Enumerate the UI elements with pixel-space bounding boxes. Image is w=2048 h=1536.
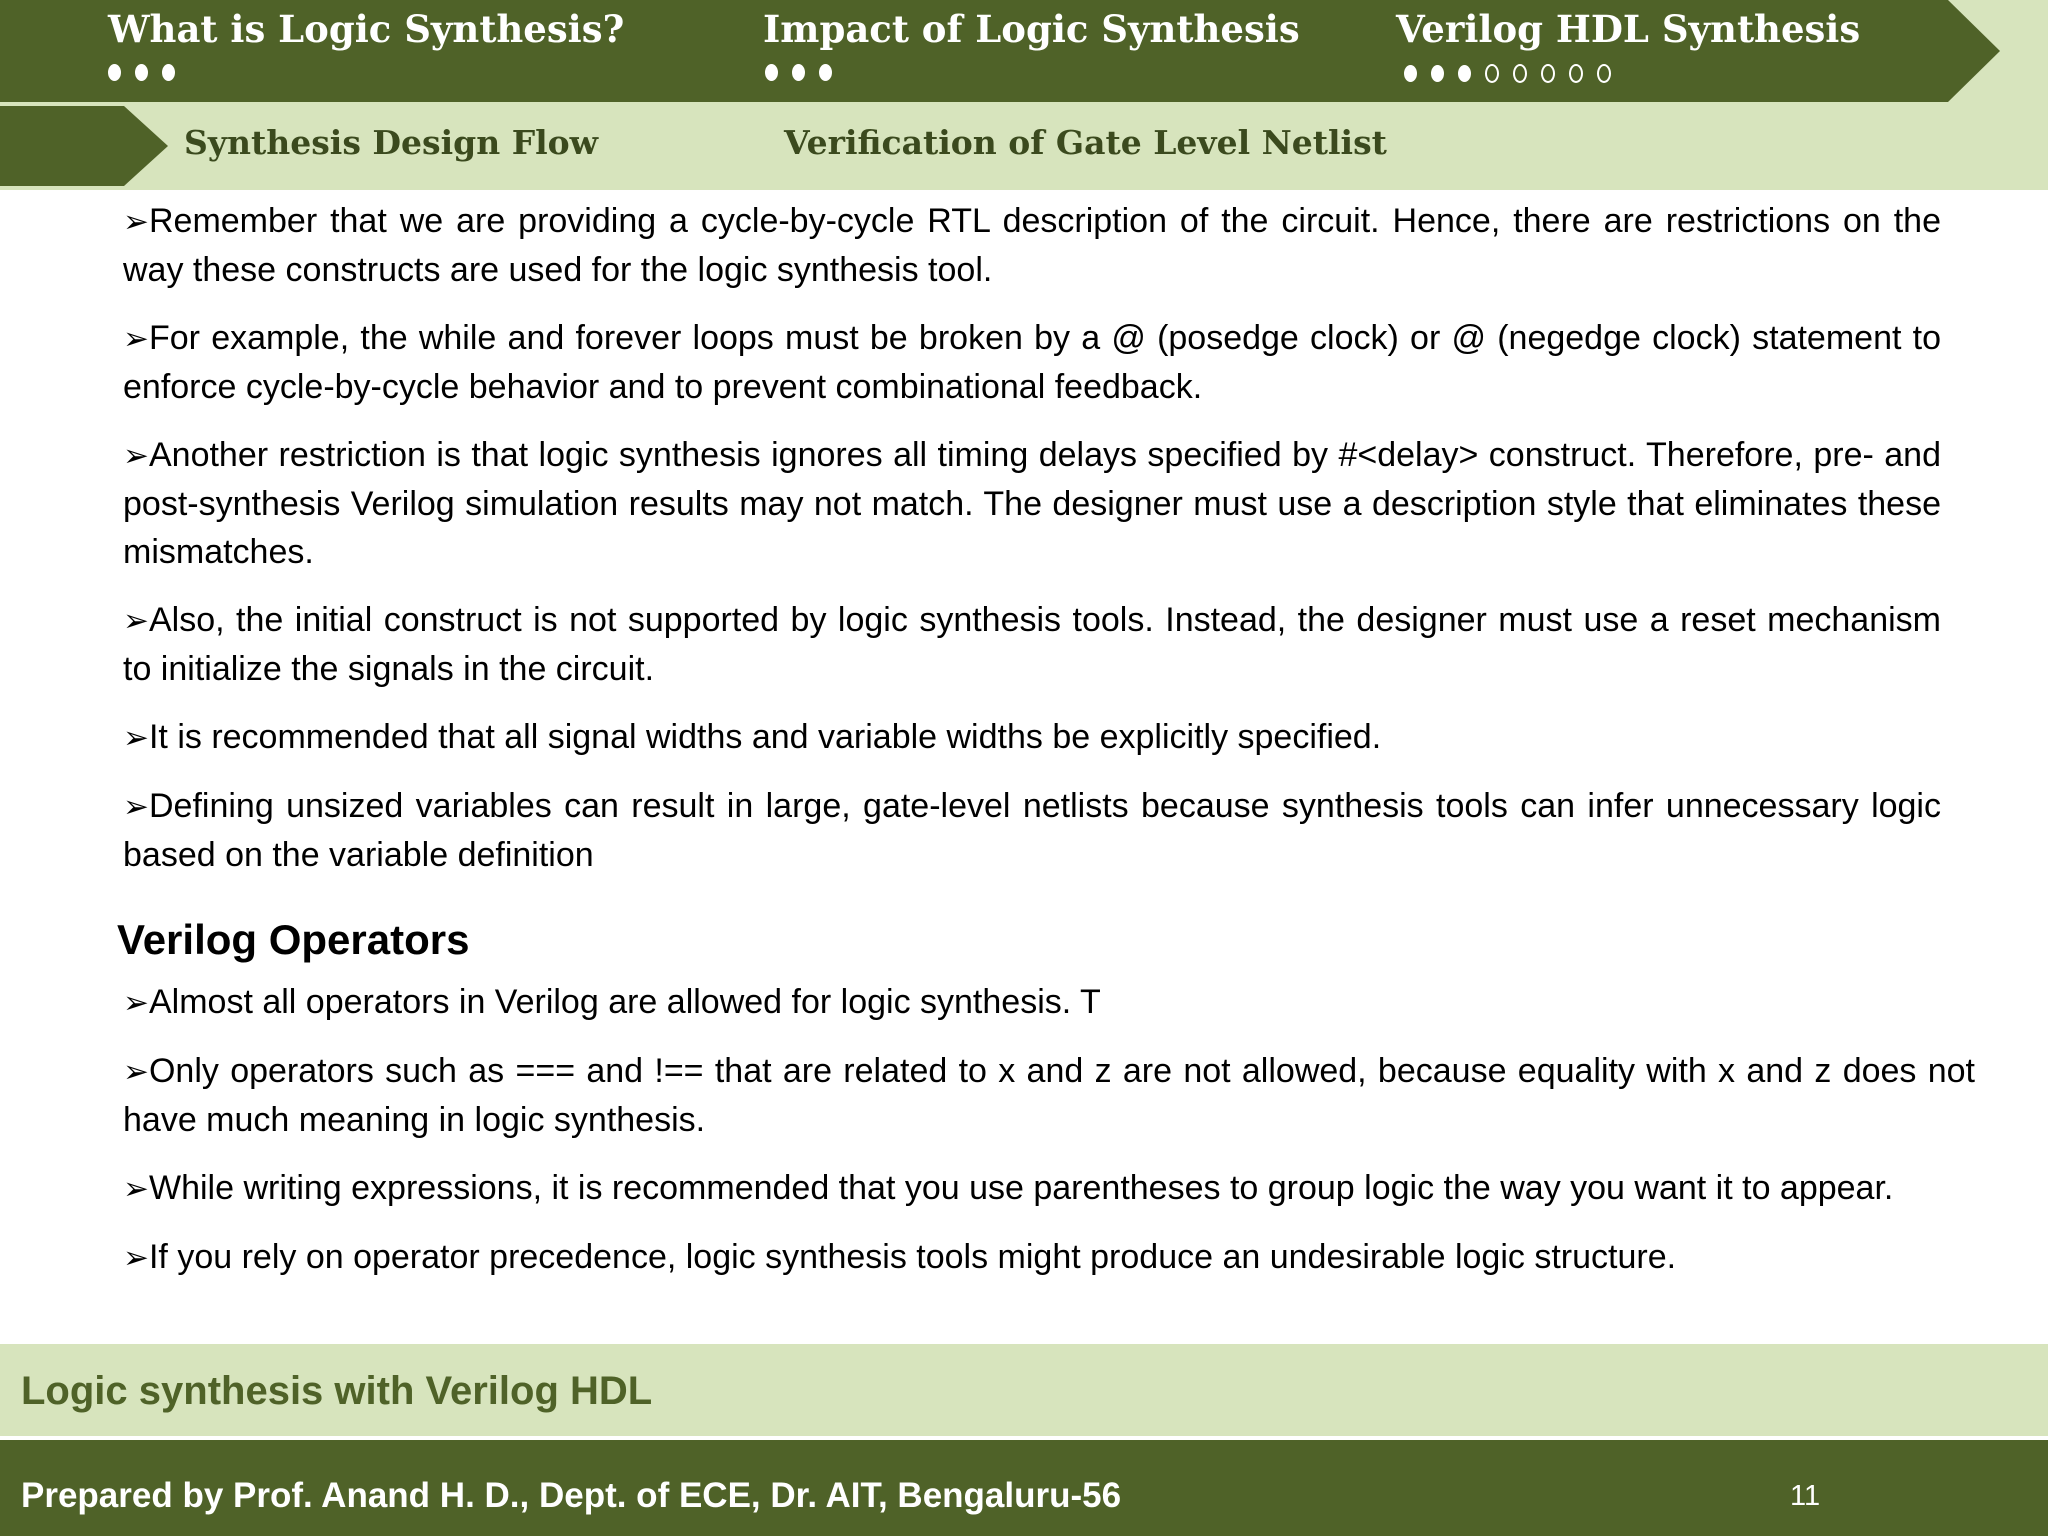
bullet-paragraph: ➢Also, the initial construct is not supported by logic synthesis tools. Instead, the designer must use a reset mechanism to initialize the signals in the circuit. <box>123 601 1941 688</box>
subnav-synthesis-design-flow[interactable]: Synthesis Design Flow <box>184 123 599 162</box>
nav-section-what-is-logic-synthesis[interactable]: What is Logic Synthesis? <box>108 7 625 51</box>
bullet-paragraph: ➢Only operators such as === and !== that are related to x and z are not allowed, because equality with x and z does not have much meaning in logic synthesis. <box>123 1052 1975 1139</box>
bullet-paragraph: ➢While writing expressions, it is recommended that you use parentheses to group logic the way you want it to appear. <box>123 1169 1894 1207</box>
nav-section-verilog-hdl-synthesis[interactable]: Verilog HDL Synthesis <box>1396 7 1861 51</box>
bullet-paragraph: ➢It is recommended that all signal widths and variable widths be explicitly specified. <box>123 718 1382 756</box>
footer-title: Logic synthesis with Verilog HDL <box>21 1369 653 1413</box>
nav-dots-section-1 <box>108 64 175 81</box>
page-number: 11 <box>1790 1480 1821 1512</box>
bullet-paragraph: ➢Defining unsized variables can result in large, gate-level netlists because synthesis tools can infer unnecessary logic based on the variable definition <box>123 787 1941 874</box>
nav-dot[interactable] <box>108 64 121 81</box>
arrow-bullet-icon: ➢ <box>123 204 149 240</box>
bullet-paragraph: ➢Another restriction is that logic synthesis ignores all timing delays specified by #<delay> construct. Therefore, pre- and post-synthesis Verilog simulation results may not match. The designer must use a description style that eliminates these mismatches. <box>123 436 1941 571</box>
bullet-paragraph: ➢Almost all operators in Verilog are allowed for logic synthesis. T <box>123 983 1101 1021</box>
nav-dot[interactable] <box>1404 65 1417 82</box>
nav-section-impact-of-logic-synthesis[interactable]: Impact of Logic Synthesis <box>763 7 1300 51</box>
arrow-bullet-icon: ➢ <box>123 985 149 1021</box>
arrow-bullet-icon: ➢ <box>123 720 149 756</box>
nav-dot[interactable] <box>792 64 805 81</box>
nav-dots-section-2 <box>765 64 832 81</box>
arrow-bullet-icon: ➢ <box>123 438 149 474</box>
nav-dot[interactable] <box>765 64 778 81</box>
nav-dot-empty[interactable] <box>1541 64 1555 83</box>
subnav-verification-gate-level-netlist[interactable]: Verification of Gate Level Netlist <box>784 123 1387 162</box>
nav-dot[interactable] <box>135 64 148 81</box>
nav-dot-empty[interactable] <box>1513 64 1527 83</box>
nav-dot[interactable] <box>162 64 175 81</box>
nav-dot-empty[interactable] <box>1569 64 1583 83</box>
operators-section <box>117 912 1975 1302</box>
bullet-paragraph: ➢For example, the while and forever loops must be broken by a @ (posedge clock) or @ (negedge clock) statement to enforce cycle-by-cycle behavior and to prevent combinational feedback. <box>123 319 1941 406</box>
nav-dot-empty[interactable] <box>1485 64 1499 83</box>
arrow-bullet-icon: ➢ <box>123 1240 149 1276</box>
slide-body <box>123 197 1941 899</box>
arrow-bullet-icon: ➢ <box>123 1054 149 1090</box>
footer-credit: Prepared by Prof. Anand H. D., Dept. of ECE, Dr. AIT, Bengaluru-56 <box>21 1476 1122 1515</box>
nav-dot[interactable] <box>819 64 832 81</box>
arrow-bullet-icon: ➢ <box>123 1171 149 1207</box>
nav-dot-empty[interactable] <box>1597 64 1611 83</box>
arrow-bullet-icon: ➢ <box>123 603 149 639</box>
nav-dot-current[interactable] <box>1458 65 1471 82</box>
nav-dot[interactable] <box>1431 65 1444 82</box>
bullet-paragraph: ➢If you rely on operator precedence, logic synthesis tools might produce an undesirable logic structure. <box>123 1238 1677 1276</box>
nav-dots-section-3 <box>1404 64 1611 83</box>
bullet-paragraph: ➢Remember that we are providing a cycle-by-cycle RTL description of the circuit. Hence, there are restrictions on the way these constructs are used for the logic synthesis tool. <box>123 202 1941 289</box>
arrow-bullet-icon: ➢ <box>123 789 149 825</box>
section-heading-verilog-operators: Verilog Operators <box>117 916 470 963</box>
arrow-bullet-icon: ➢ <box>123 321 149 357</box>
